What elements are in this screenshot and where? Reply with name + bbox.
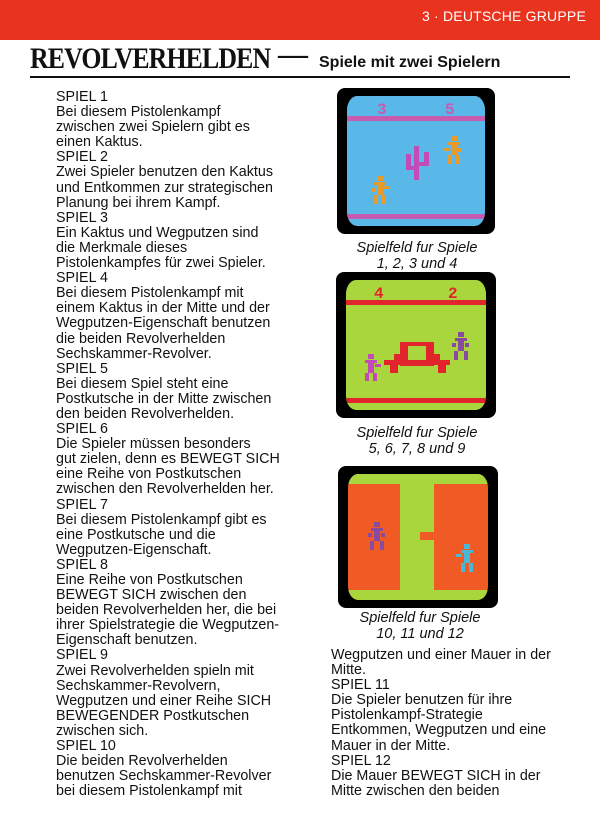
game-description-line: bei diesem Pistolenkampf mit [56,783,242,800]
score-right: 2 [448,285,458,303]
game-description-line: Postkutsche in der Mitte zwischen [56,390,272,407]
game-heading: SPIEL 10 [56,738,116,755]
game-description-line: Pistolenkampfes für zwei Spieler. [56,255,266,272]
caption-1-line-1: Spielfeld fur Spiele [356,240,478,256]
game-heading: SPIEL 9 [56,647,108,664]
game-description-line: Die Spieler benutzen für ihre [331,692,513,709]
game-description-line: die beiden Revolverhelden [56,330,226,347]
game-heading: SPIEL 3 [56,209,108,226]
playfield-2 [346,280,486,410]
game-description-line: einen Kaktus. [56,134,143,151]
game-description-line: zwischen den Revolverhelden her. [56,481,274,498]
screenshot-3 [338,466,498,608]
game-description-line: Planung bei ihrem Kampf. [56,194,221,211]
game-heading: SPIEL 4 [56,270,108,287]
game-description-line: Mitte zwischen den beiden [331,782,500,799]
game-description-line: eine Reihe von Postkutschen [56,466,242,483]
title-row [30,38,570,78]
game-heading: SPIEL 5 [56,360,108,377]
game-heading: SPIEL 1 [56,89,108,105]
header-bar [0,0,600,40]
game-description-line: Bei diesem Pistolenkampf [56,104,221,121]
game-heading: SPIEL 12 [331,752,391,769]
game-description-line: BEWEGENDER Postkutschen [56,707,250,724]
game-description-line: Entkommen, Wegputzen und eine [331,722,547,739]
game-description-line: Sechskammer-Revolvern, [56,677,221,694]
caption-3-line-1: Spielfeld fur Spiele [359,610,481,626]
title-dash: — [278,38,308,71]
game-description-line: Zwei Revolverhelden spieln mit [56,662,254,679]
page-subtitle: Spiele mit zwei Spielern [319,54,501,71]
caption-1-line-2: 1, 2, 3 und 4 [376,256,458,272]
caption-3-line-2: 10, 11 und 12 [376,626,464,642]
game-description-line: den beiden Revolverhelden. [56,405,235,422]
page-title: REVOLVERHELDEN [30,42,271,75]
score-right: 5 [445,101,455,119]
top-band [346,300,486,305]
left-column [56,90,326,799]
game-description-line: Die beiden Revolverhelden [56,753,228,770]
game-description-line: Wegputzen und einer Reihe SICH [56,692,272,709]
game-heading: SPIEL 8 [56,556,108,573]
game-description-line: und Entkommen zur strategischen [56,179,273,196]
game-description-line: Pistolenkampf-Strategie [331,707,483,724]
game-description-line: BEWEGT SICH zwischen den [56,587,247,604]
game-heading: SPIEL 7 [56,496,108,513]
right-column [331,648,581,799]
game-description-line: Bei diesem Pistolenkampf gibt es [56,511,267,528]
stagecoach-window [408,346,426,360]
screenshot-1 [337,88,495,234]
bottom-band [346,398,486,403]
game-description-line: Eigenschaft benutzen. [56,632,198,649]
game-description-line: Die Spieler müssen besonders [56,436,251,453]
bottom-band [347,214,485,219]
game-description-line: Wegputzen-Eigenschaft benutzen [56,315,271,332]
bottom-band [348,590,488,600]
game-description-line: beiden Revolverhelden her, die bei [56,602,277,619]
game-description-line: Mauer in der Mitte. [331,737,451,754]
game-description-line: die Merkmale dieses [56,239,188,256]
game-description-line: zwischen sich. [56,722,149,739]
game-heading: SPIEL 6 [56,421,108,438]
caption-1 [330,240,504,272]
screenshot-2 [336,272,496,418]
caption-2 [330,425,504,457]
playfield-3 [348,474,488,600]
score-left: 4 [374,285,384,303]
game-description-line: Wegputzen-Eigenschaft. [56,541,212,558]
playfield-1 [347,96,485,226]
top-band [347,116,485,121]
game-description-line: gut zielen, denn es BEWEGT SICH [56,451,280,468]
top-band [348,474,488,484]
game-description-line: Wegputzen und einer Mauer in der [331,647,551,663]
game-description-line: einem Kaktus in der Mitte und der [56,300,270,317]
caption-3 [333,610,507,642]
game-description-line: benutzen Sechskammer-Revolver [56,768,272,785]
game-description-line: Mitte. [331,662,366,679]
game-description-line: Sechskammer-Revolver. [56,345,212,362]
caption-2-line-2: 5, 6, 7, 8 und 9 [368,441,466,457]
game-description-line: Eine Reihe von Postkutschen [56,572,243,588]
section-label: 3 · DEUTSCHE GRUPPE [421,8,586,24]
game-description-line: Bei diesem Spiel steht eine [56,375,229,392]
game-description-line: Ein Kaktus und Wegputzen sind [56,224,259,241]
game-description-line: Zwei Spieler benutzen den Kaktus [56,164,273,181]
game-heading: SPIEL 11 [331,677,390,694]
score-left: 3 [377,101,387,119]
game-description-line: zwischen zwei Spielern gibt es [56,119,250,136]
game-description-line: Bei diesem Pistolenkampf mit [56,285,244,302]
game-heading: SPIEL 2 [56,149,108,166]
game-description-line: Die Mauer BEWEGT SICH in der [331,767,541,784]
caption-2-line-1: Spielfeld fur Spiele [356,425,478,441]
game-description-line: eine Postkutsche und die [56,526,216,543]
game-description-line: ihrer Spielstrategie die Wegputzen- [56,617,280,634]
